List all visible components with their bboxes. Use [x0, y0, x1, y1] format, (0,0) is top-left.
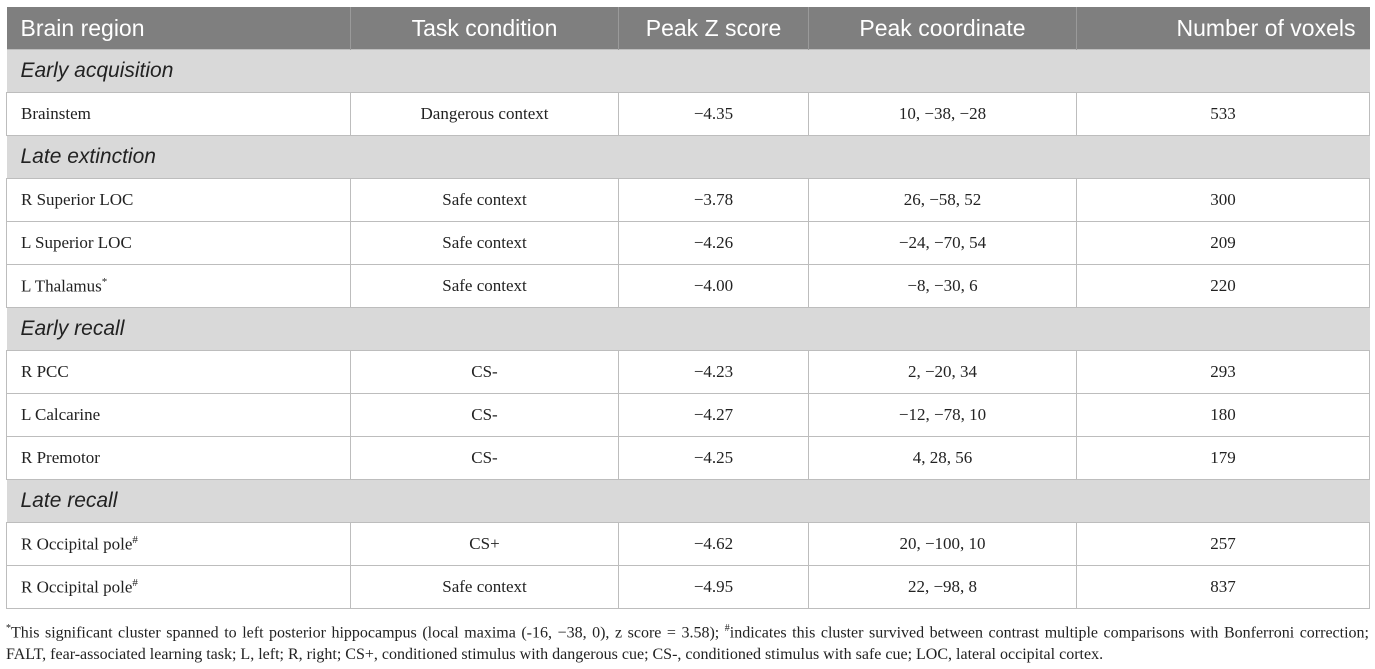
cell-task-condition: CS-	[351, 437, 619, 480]
cell-number-of-voxels: 257	[1077, 523, 1370, 566]
cell-brain-region	[7, 265, 351, 308]
section-title: Early acquisition	[7, 50, 1370, 93]
header-number-of-voxels: Number of voxels	[1077, 7, 1370, 50]
cell-task-condition: CS-	[351, 394, 619, 437]
header-task-condition: Task condition	[351, 7, 619, 50]
footnote-text-part1: This significant cluster spanned to left posterior hippocampus (local maxima (-16, −38, 0), z score = 3.58);	[11, 624, 725, 642]
table-row	[7, 437, 1370, 480]
region-name: Brainstem	[21, 104, 91, 123]
cell-peak-coordinate: −8, −30, 6	[809, 265, 1077, 308]
cell-brain-region	[7, 179, 351, 222]
section-header-row	[7, 136, 1370, 179]
cell-peak-coordinate: −12, −78, 10	[809, 394, 1077, 437]
cell-number-of-voxels: 837	[1077, 566, 1370, 609]
cell-brain-region	[7, 93, 351, 136]
cell-peak-z-score: −4.27	[619, 394, 809, 437]
section-header-row	[7, 50, 1370, 93]
section-header-row	[7, 480, 1370, 523]
cell-peak-z-score: −4.26	[619, 222, 809, 265]
cell-task-condition: Safe context	[351, 179, 619, 222]
region-name: R Occipital pole	[21, 577, 133, 597]
cell-number-of-voxels: 220	[1077, 265, 1370, 308]
region-name: L Thalamus	[21, 276, 102, 296]
cell-peak-z-score: −4.25	[619, 437, 809, 480]
header-peak-coordinate: Peak coordinate	[809, 7, 1077, 50]
table-body	[7, 50, 1370, 609]
footnote-text-part2: indicates this cluster survived between contrast multiple comparisons with Bonferroni correction; FALT, fear-associated learning task; L, left; R, right; CS+, conditioned stimulus with dangerous cue; CS-, conditioned stimulus with safe cue; LOC, lateral occipital cortex.	[6, 624, 1369, 664]
region-name: R PCC	[21, 362, 69, 381]
table-row	[7, 394, 1370, 437]
cell-peak-coordinate: 10, −38, −28	[809, 93, 1077, 136]
cell-peak-z-score: −3.78	[619, 179, 809, 222]
table-row	[7, 523, 1370, 566]
footnote-hash-mark: #	[724, 623, 730, 634]
cell-brain-region	[7, 523, 351, 566]
table-row	[7, 566, 1370, 609]
table-row	[7, 265, 1370, 308]
cell-peak-z-score: −4.00	[619, 265, 809, 308]
cell-brain-region	[7, 351, 351, 394]
cell-peak-z-score: −4.23	[619, 351, 809, 394]
cell-peak-z-score: −4.95	[619, 566, 809, 609]
cell-number-of-voxels: 209	[1077, 222, 1370, 265]
region-name: R Occipital pole	[21, 534, 133, 554]
section-title: Late recall	[7, 480, 1370, 523]
table-row	[7, 93, 1370, 136]
cell-peak-coordinate: 22, −98, 8	[809, 566, 1077, 609]
footnote-star-mark: *	[6, 623, 11, 634]
footnote-mark: *	[101, 275, 108, 288]
cell-brain-region	[7, 222, 351, 265]
footnote-mark: #	[132, 576, 138, 589]
region-name: L Calcarine	[21, 405, 101, 424]
cell-peak-coordinate: −24, −70, 54	[809, 222, 1077, 265]
cell-peak-coordinate: 2, −20, 34	[809, 351, 1077, 394]
cell-peak-coordinate: 4, 28, 56	[809, 437, 1077, 480]
cell-task-condition: Safe context	[351, 566, 619, 609]
region-name: R Superior LOC	[21, 190, 134, 209]
cell-task-condition: Dangerous context	[351, 93, 619, 136]
footnote-mark: #	[132, 533, 138, 546]
cell-number-of-voxels: 300	[1077, 179, 1370, 222]
table-footnote	[6, 618, 1369, 666]
header-brain-region: Brain region	[7, 7, 351, 50]
region-name: L Superior LOC	[21, 233, 132, 252]
cell-number-of-voxels: 533	[1077, 93, 1370, 136]
cell-peak-z-score: −4.35	[619, 93, 809, 136]
cell-brain-region	[7, 437, 351, 480]
results-table	[6, 7, 1370, 609]
cell-peak-z-score: −4.62	[619, 523, 809, 566]
table-row	[7, 351, 1370, 394]
cell-brain-region	[7, 566, 351, 609]
cell-peak-coordinate: 20, −100, 10	[809, 523, 1077, 566]
cell-peak-coordinate: 26, −58, 52	[809, 179, 1077, 222]
cell-number-of-voxels: 179	[1077, 437, 1370, 480]
cell-task-condition: Safe context	[351, 222, 619, 265]
table-row	[7, 222, 1370, 265]
table-row	[7, 179, 1370, 222]
cell-brain-region	[7, 394, 351, 437]
section-title: Early recall	[7, 308, 1370, 351]
header-peak-z-score: Peak Z score	[619, 7, 809, 50]
cell-number-of-voxels: 180	[1077, 394, 1370, 437]
cell-number-of-voxels: 293	[1077, 351, 1370, 394]
cell-task-condition: Safe context	[351, 265, 619, 308]
section-header-row	[7, 308, 1370, 351]
cell-task-condition: CS-	[351, 351, 619, 394]
region-name: R Premotor	[21, 448, 100, 467]
cell-task-condition: CS+	[351, 523, 619, 566]
section-title: Late extinction	[7, 136, 1370, 179]
header-row	[7, 7, 1370, 50]
